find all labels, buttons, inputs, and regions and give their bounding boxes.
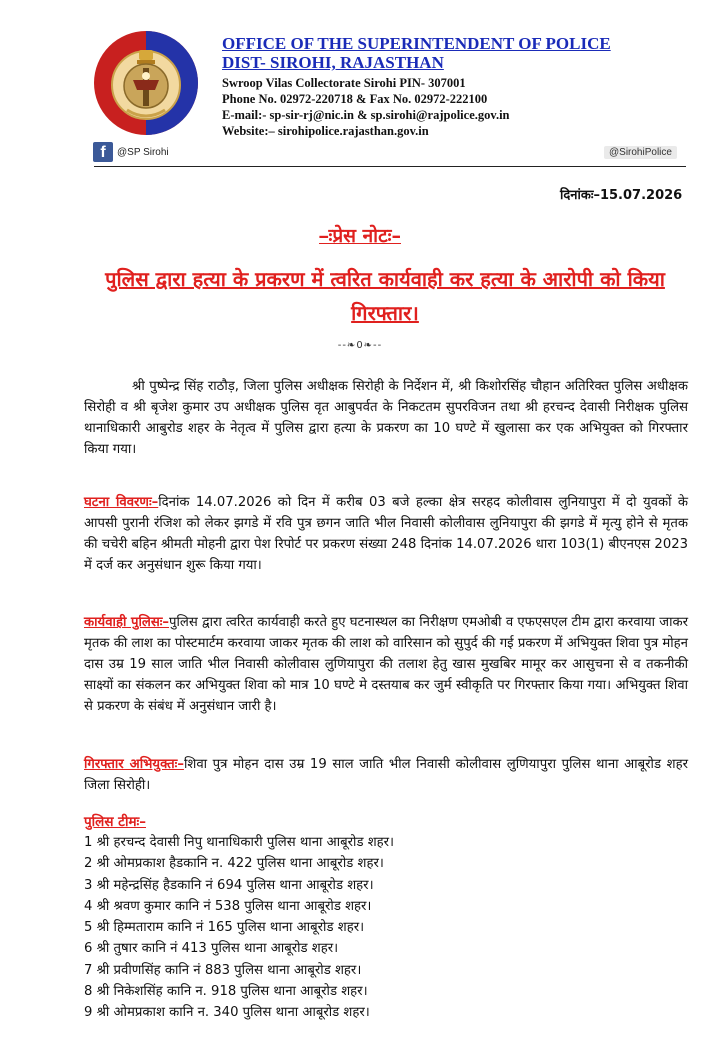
intro-paragraph: श्री पुष्पेन्द्र सिंह राठौड़, जिला पुलिस अधीक्षक सिरोही के निर्देशन में, श्री किशोरसिंह चौहान अतिरिक्त पुलिस अधीक्षक सिरोही व श्री बृजेश कुमार उप अधीक्षक पुलिस वृत आबुपर्वत के निकटतम सुपरविजन तथा श्री हरचन्द देवासी निरीक्षक पुलिस थानाधिकारी आबुरोड शहर के नेतृत्व में पुलिस द्वारा हत्या के प्रकरण का 10 घण्टे में खुलासा कर एक अभियुक्त को गिरफ्तार किया गया।: [84, 379, 688, 457]
action-label: कार्यवाही पुलिसः–: [84, 615, 170, 630]
rajasthan-police-emblem: [93, 30, 199, 136]
office-email[interactable]: E-mail:- sp-sir-rj@nic.in & sp.sirohi@rajpolice.gov.in: [222, 108, 510, 122]
team-member: 1 श्री हरचन्द देवासी निपु थानाधिकारी पुलिस थाना आबूरोड शहर।: [84, 835, 395, 850]
team-member: 7 श्री प्रवीणसिंह कानि नं 883 पुलिस थाना आबूरोड शहर।: [84, 962, 362, 978]
facebook-icon: f: [93, 142, 113, 162]
team-member: 3 श्री महेन्द्रसिंह हैडकानि नं 694 पुलिस थाना आबूरोड शहर।: [84, 877, 374, 893]
arrested-text: शिवा पुत्र मोहन दास उम्र 19 साल जाति भील निवासी कोलीवास लुणियापुरा पुलिस थाना आबूरोड शहर जिला सिरोही।: [84, 757, 688, 793]
incident-label: घटना विवरणः–: [84, 495, 159, 510]
arrested-label: गिरफ्तार अभियुक्तः–: [84, 757, 184, 772]
document-date: दिनांकः–15.07.2026: [560, 188, 683, 203]
arrested-paragraph: [84, 754, 688, 796]
office-website[interactable]: Website:– sirohipolice.rajasthan.gov.in: [222, 124, 429, 138]
header-divider: [94, 166, 686, 167]
headline: पुलिस द्वारा हत्या के प्रकरण में त्वरित कार्यवाही कर हत्या के आरोपी को किया गिरफ्तार।: [105, 267, 665, 325]
team-member: 8 श्री निकेशसिंह कानि न. 918 पुलिस थाना आबूरोड शहर।: [84, 984, 368, 1000]
office-district: DIST- SIROHI, RAJASTHAN: [222, 53, 444, 72]
team-member: 5 श्री हिम्मताराम कानि नं 165 पुलिस थाना आबूरोड शहर।: [84, 920, 365, 936]
team-heading: पुलिस टीमः–: [84, 814, 146, 830]
team-list: [84, 832, 394, 1024]
ornament-divider: --❧0❧--: [337, 340, 383, 351]
team-member: 9 श्री ओमप्रकाश कानि न. 340 पुलिस थाना आबूरोड शहर।: [84, 1005, 370, 1021]
facebook-handle: @SP Sirohi: [117, 146, 169, 158]
office-letterhead: [222, 34, 692, 139]
office-address: Swroop Vilas Collectorate Sirohi PIN- 307001: [222, 76, 466, 90]
twitter-handle[interactable]: @SirohiPolice: [604, 146, 677, 159]
team-member: 6 श्री तुषार कानि नं 413 पुलिस थाना आबूरोड शहर।: [84, 941, 339, 957]
facebook-link[interactable]: [93, 142, 169, 162]
action-text: पुलिस द्वारा त्वरित कार्यवाही करते हुए घटनास्थल का निरीक्षण एमओबी व एफएसएल टीम द्वारा करवाया जाकर मृतक की लाश का पोस्टमार्टम करवाया जाकर मृतक की लाश को वारिसान को सुपुर्द की गई प्रकरण में अभियुक्त शिवा पुत्र मोहन दास उम्र 19 साल जाति भील निवासी कोलीवास लुणियापुरा की तलाश हेतु खास मुखबिर मामूर कर आसुचना से व तकनीकी साक्ष्यों का संकलन कर अभियुक्त शिवा को मात्र 10 घण्टे मे दस्तयाब कर जुर्म स्वीकृति पर गिरफ्तार किया गया। अभियुक्त शिवा से प्रकरण के संबंध में अनुसंधान जारी है।: [84, 615, 689, 714]
office-title: OFFICE OF THE SUPERINTENDENT OF POLICE: [222, 34, 611, 53]
office-phone: Phone No. 02972-220718 & Fax No. 02972-222100: [222, 92, 488, 106]
incident-text: दिनांक 14.07.2026 को दिन में करीब 03 बजे हल्का क्षेत्र सरहद कोलीवास लुनियापुरा में दो युवकों के आपसी पुरानी रंजिश को लेकर झगडे में रवि पुत्र छगन जाति भील निवासी कोलीवास लुनियापुरा की झगडे में मृत्यु होने से मृतक की चचेरी बहिन श्रीमती मोहनी द्वारा पेश रिपोर्ट पर प्रकरण संख्या 248 दिनांक 14.07.2026 धारा 103(1) बीएनएस 2023 में दर्ज कर अनुसंधान शुरू किया गया।: [84, 495, 688, 573]
team-member: 4 श्री श्रवण कुमार कानि नं 538 पुलिस थाना आबूरोड शहर।: [84, 898, 372, 914]
incident-paragraph: [84, 492, 688, 576]
action-paragraph: [84, 612, 688, 717]
team-member: 2 श्री ओमप्रकाश हैडकानि न. 422 पुलिस थाना आबूरोड शहर।: [84, 856, 384, 872]
press-note-title: –ःप्रेस नोटः–: [319, 225, 401, 247]
